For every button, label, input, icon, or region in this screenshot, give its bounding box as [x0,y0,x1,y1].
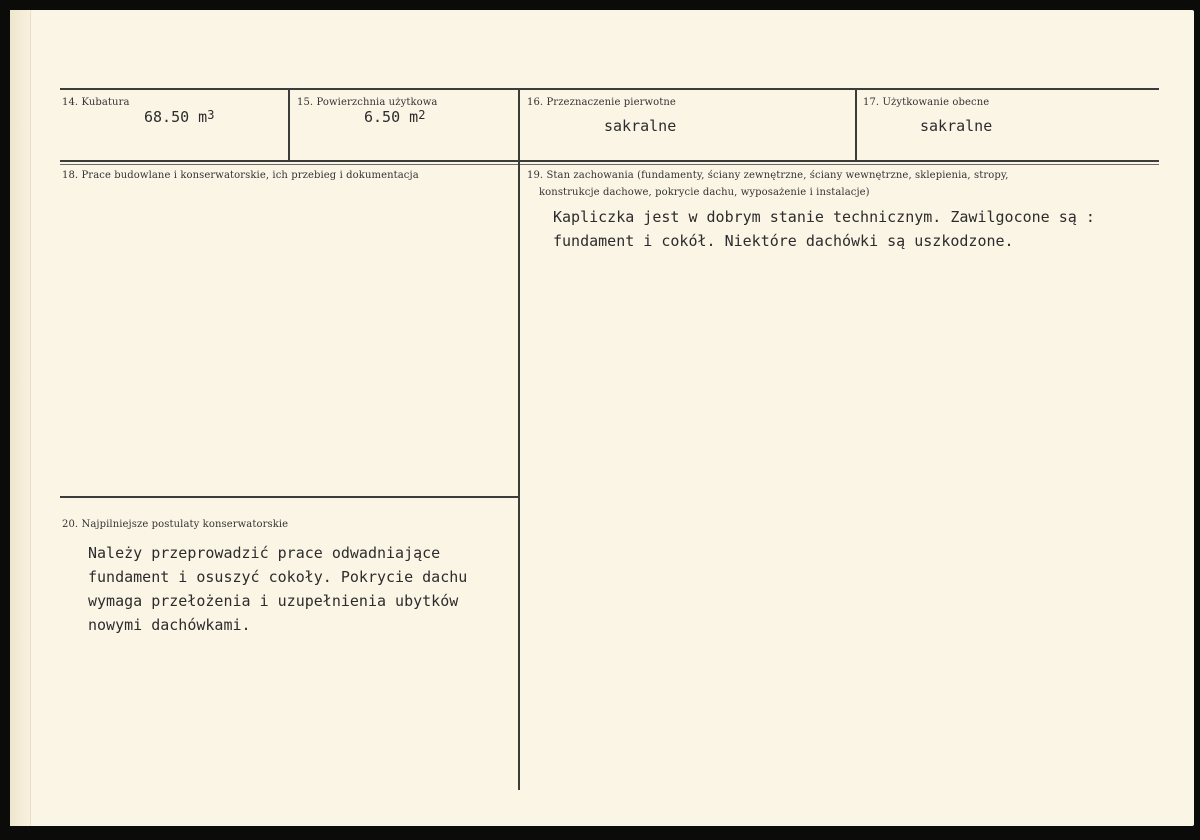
row-divider-rule-secondary [60,164,1159,165]
stan-label-line1: 19. Stan zachowania (fundamenty, ściany zewnętrzne, ściany wewnętrzne, sklepienia, stropy, [527,170,1009,181]
postulaty-line: wymaga przełożenia i uzupełnienia ubytków [88,592,459,610]
postulaty-line: nowymi dachówkami. [88,616,251,634]
uzytkowanie-label: 17. Użytkowanie obecne [863,97,990,108]
column-divider-2 [518,90,520,790]
top-rule [60,88,1159,90]
powierzchnia-unit-exponent: 2 [418,108,426,122]
kubatura-unit-exponent: 3 [207,108,215,122]
kubatura-value [144,108,214,126]
stan-text-line1: Kapliczka jest w dobrym stanie technicznym. Zawilgocone są : [553,208,1095,226]
powierzchnia-number: 6.50 m [364,108,419,126]
uzytkowanie-value: sakralne [920,117,993,135]
column-divider-1 [288,90,290,162]
powierzchnia-value [364,108,425,126]
postulaty-line: Należy przeprowadzić prace odwadniające [88,544,441,562]
stan-text-line2: fundament i cokół. Niektóre dachówki są uszkodzone. [553,232,1014,250]
stan-label-line2: konstrukcje dachowe, pokrycie dachu, wyposażenie i instalacje) [539,187,870,198]
przeznaczenie-value: sakralne [604,117,677,135]
powierzchnia-label: 15. Powierzchnia użytkowa [297,97,438,108]
postulaty-text [88,541,467,637]
przeznaczenie-label: 16. Przeznaczenie pierwotne [527,97,676,108]
kubatura-number: 68.50 m [144,108,208,126]
postulaty-label: 20. Najpilniejsze postulaty konserwatorskie [62,519,289,530]
record-card [10,10,1194,826]
prace-label: 18. Prace budowlane i konserwatorskie, ich przebieg i dokumentacja [62,170,419,181]
column-divider-3 [855,90,857,162]
postulaty-line: fundament i osuszyć cokoły. Pokrycie dachu [88,568,468,586]
card-fold-edge [10,10,31,826]
kubatura-label: 14. Kubatura [62,97,130,108]
section-20-rule [60,496,520,498]
row-divider-rule [60,160,1159,162]
